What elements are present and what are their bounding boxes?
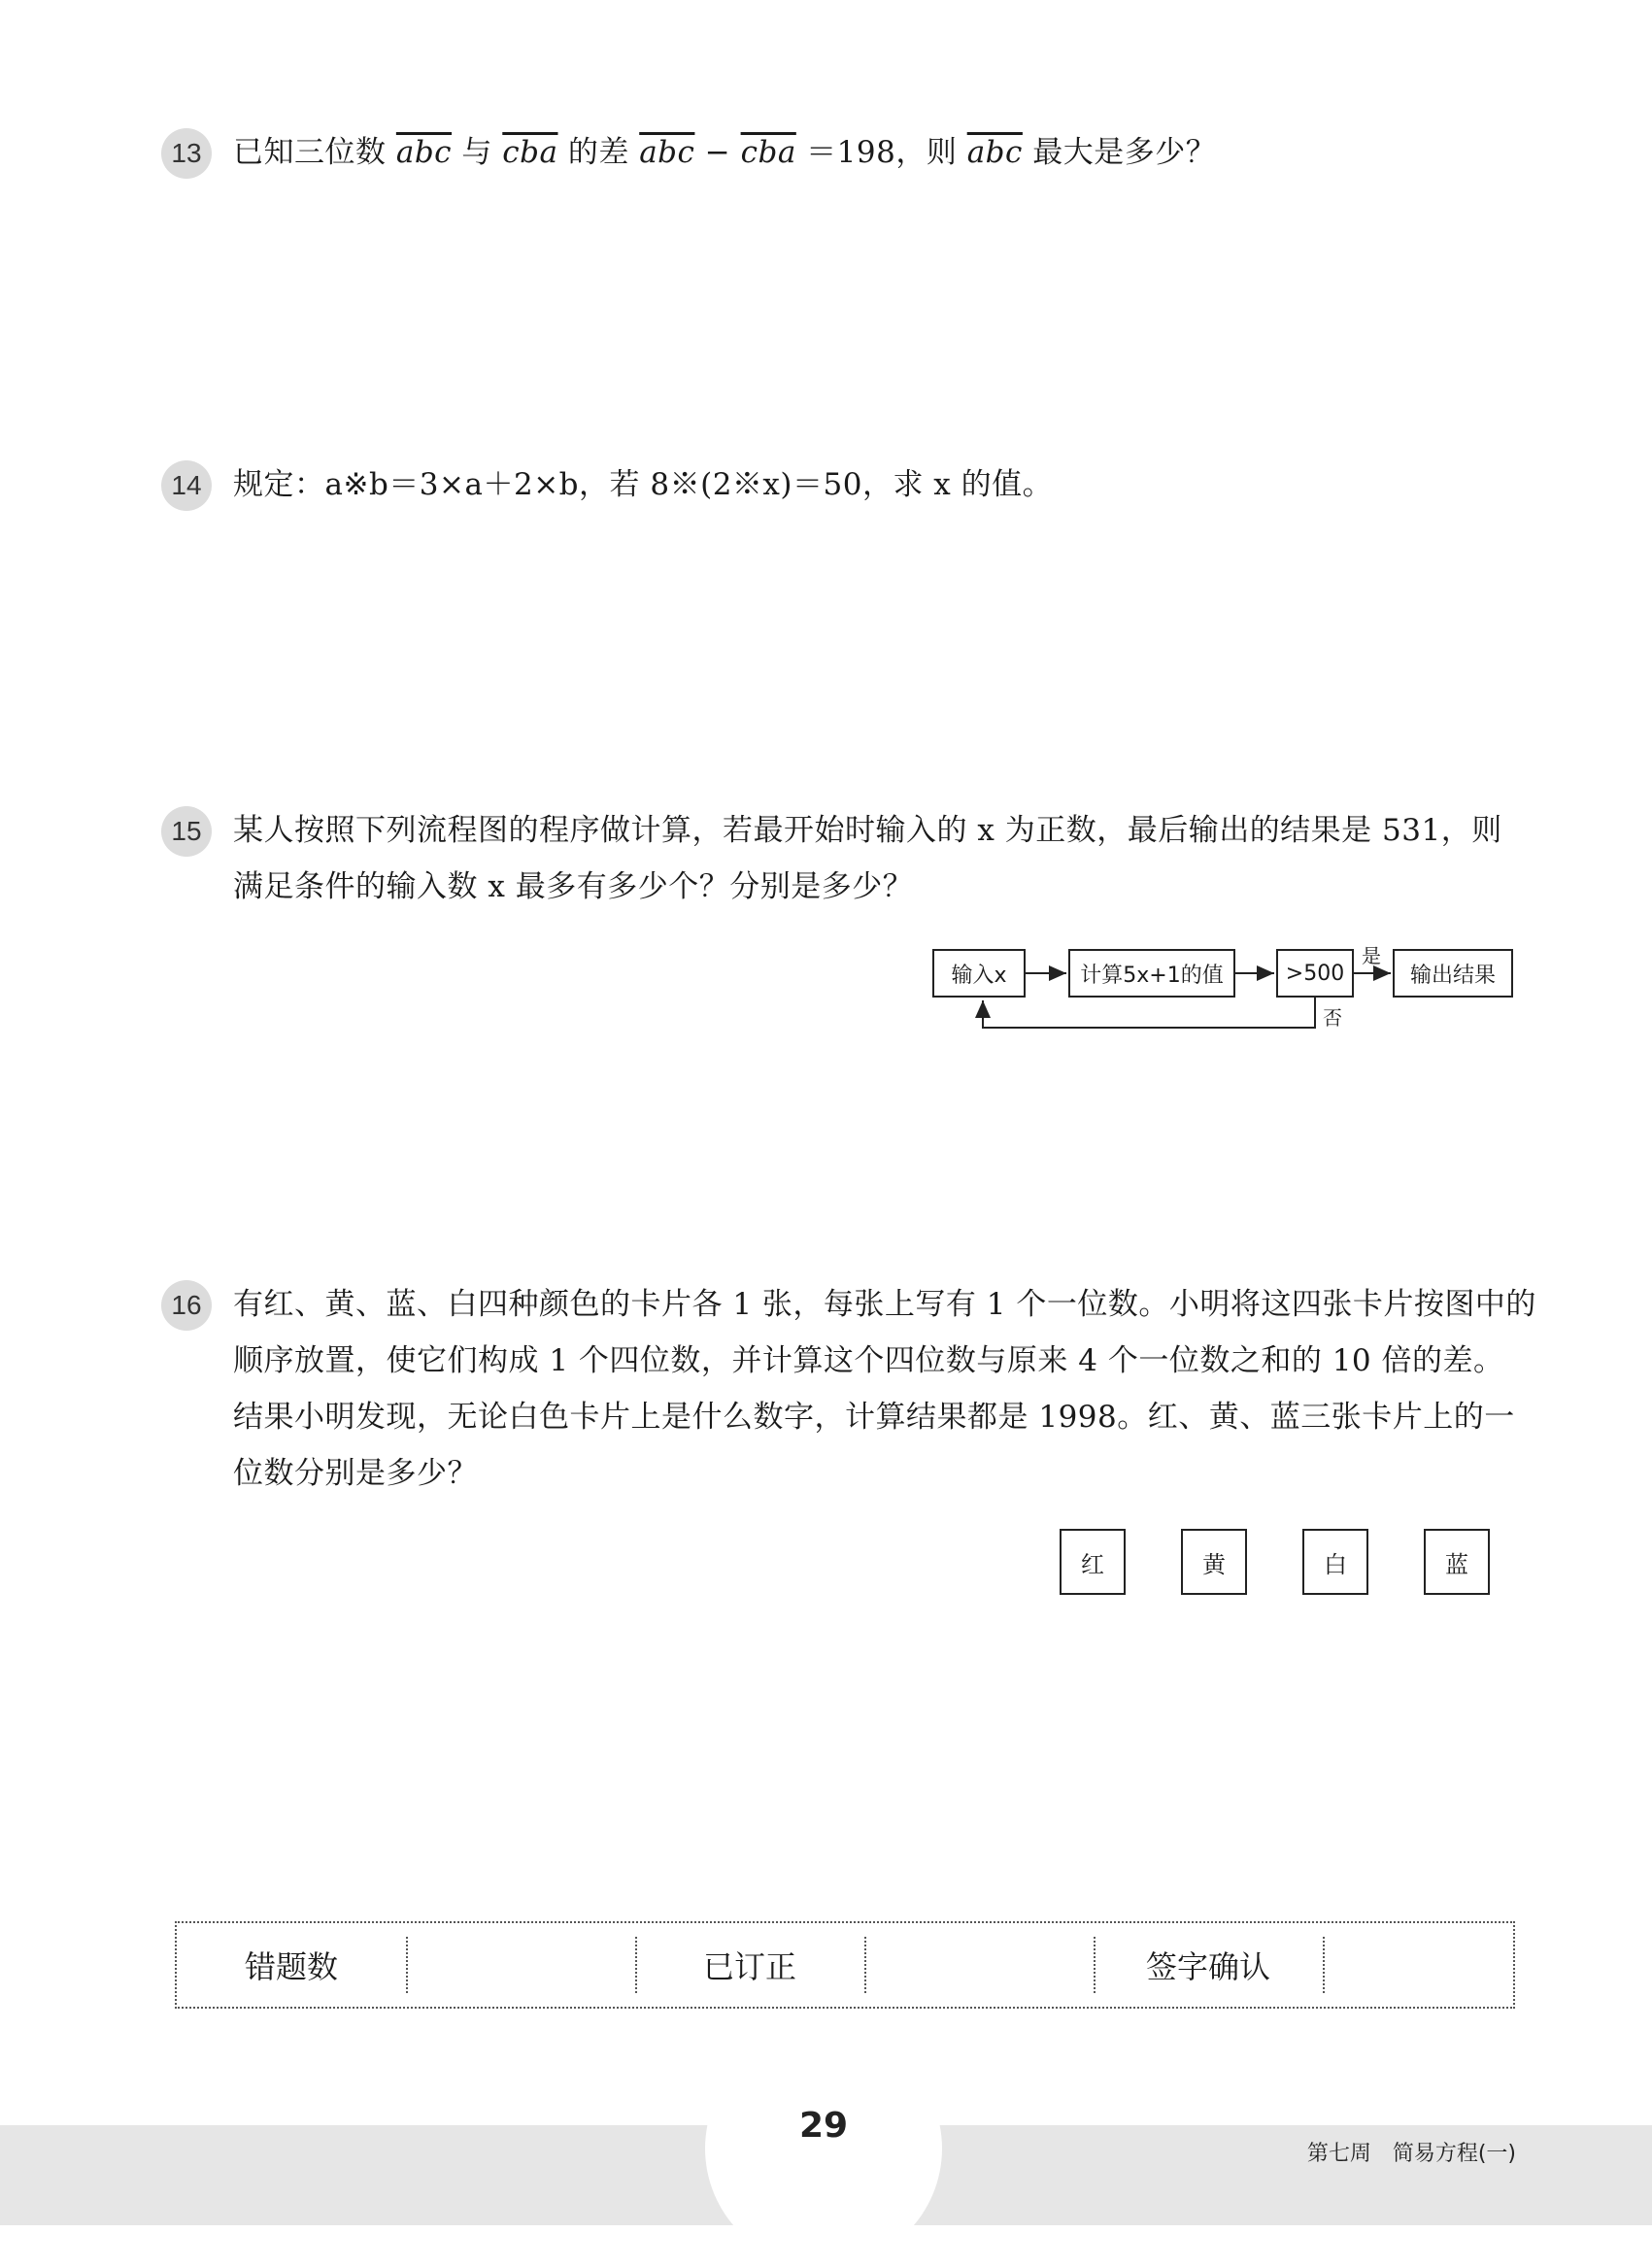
overline-number: $\overline{abc}$ [395, 135, 453, 170]
problem-line: 位数分别是多少？ [233, 1456, 478, 1491]
signature-label: 签字确认 [1145, 1948, 1270, 1985]
text-segment: 的差 [567, 135, 629, 170]
problem-line: 满足条件的输入数 x 最多有多少个？分别是多少？ [233, 869, 914, 904]
flowchart [932, 944, 1525, 1041]
flow-compute-box: 计算5x+1的值 [1068, 949, 1235, 998]
minus-sign: − [704, 135, 731, 170]
problem-text [233, 457, 1515, 513]
page-number-circle [705, 2030, 942, 2267]
problem-line: 某人按照下列流程图的程序做计算，若最开始时输入的 x 为正数，最后输出的结果是 531，则 [233, 813, 1502, 848]
flow-yes-label: 是 [1362, 944, 1381, 967]
text-segment: ＝198，则 [806, 135, 958, 170]
card-blue: 蓝 [1424, 1529, 1490, 1595]
text-segment: 与 [461, 135, 492, 170]
problem-line: 有红、黄、蓝、白四种颜色的卡片各 1 张，每张上写有 1 个一位数。小明将这四张卡片按图中的 [233, 1287, 1536, 1322]
overline-number: $\overline{cba}$ [502, 135, 558, 170]
problem-line: 顺序放置，使它们构成 1 个四位数，并计算这个四位数与原来 4 个一位数之和的 10 倍的差。 [233, 1343, 1504, 1378]
card-red: 红 [1060, 1529, 1126, 1595]
flow-no-label: 否 [1323, 1006, 1342, 1030]
card-white: 白 [1302, 1529, 1368, 1595]
score-table [175, 1921, 1515, 2009]
problem-text [233, 1276, 1536, 1502]
corrected-label: 已订正 [702, 1948, 796, 1985]
overline-number: $\overline{abc}$ [639, 135, 695, 170]
flow-condition-box: >500 [1276, 949, 1354, 998]
problem-text [233, 802, 1515, 915]
wrong-count-label: 错题数 [244, 1948, 338, 1985]
problem-line: 规定：a※b＝3×a＋2×b，若 8※(2※x)＝50，求 x 的值。 [233, 467, 1054, 502]
problem-number-badge: 14 [161, 460, 212, 511]
chapter-title: 第七周 简易方程(一) [1306, 2142, 1516, 2166]
overline-number: $\overline{abc}$ [966, 135, 1023, 170]
table-divider [864, 1937, 866, 1993]
text-segment: 最大是多少？ [1032, 135, 1217, 170]
problem-number-badge: 13 [161, 128, 212, 179]
problem-line: 结果小明发现，无论白色卡片上是什么数字，计算结果都是 1998。红、黄、蓝三张卡片上的一 [233, 1400, 1515, 1435]
page-number: 29 [798, 2106, 849, 2146]
problem-number-badge: 15 [161, 806, 212, 857]
table-divider [1323, 1937, 1325, 1993]
arrow-loop-back [983, 998, 1315, 1028]
flow-output-box: 输出结果 [1393, 949, 1513, 998]
card-yellow: 黄 [1181, 1529, 1247, 1595]
problem-text [233, 124, 1515, 181]
overline-number: $\overline{cba}$ [740, 135, 796, 170]
problem-number-badge: 16 [161, 1280, 212, 1331]
text-segment: 已知三位数 [233, 135, 387, 170]
flow-input-box: 输入x [932, 949, 1026, 998]
table-divider [406, 1937, 408, 1993]
